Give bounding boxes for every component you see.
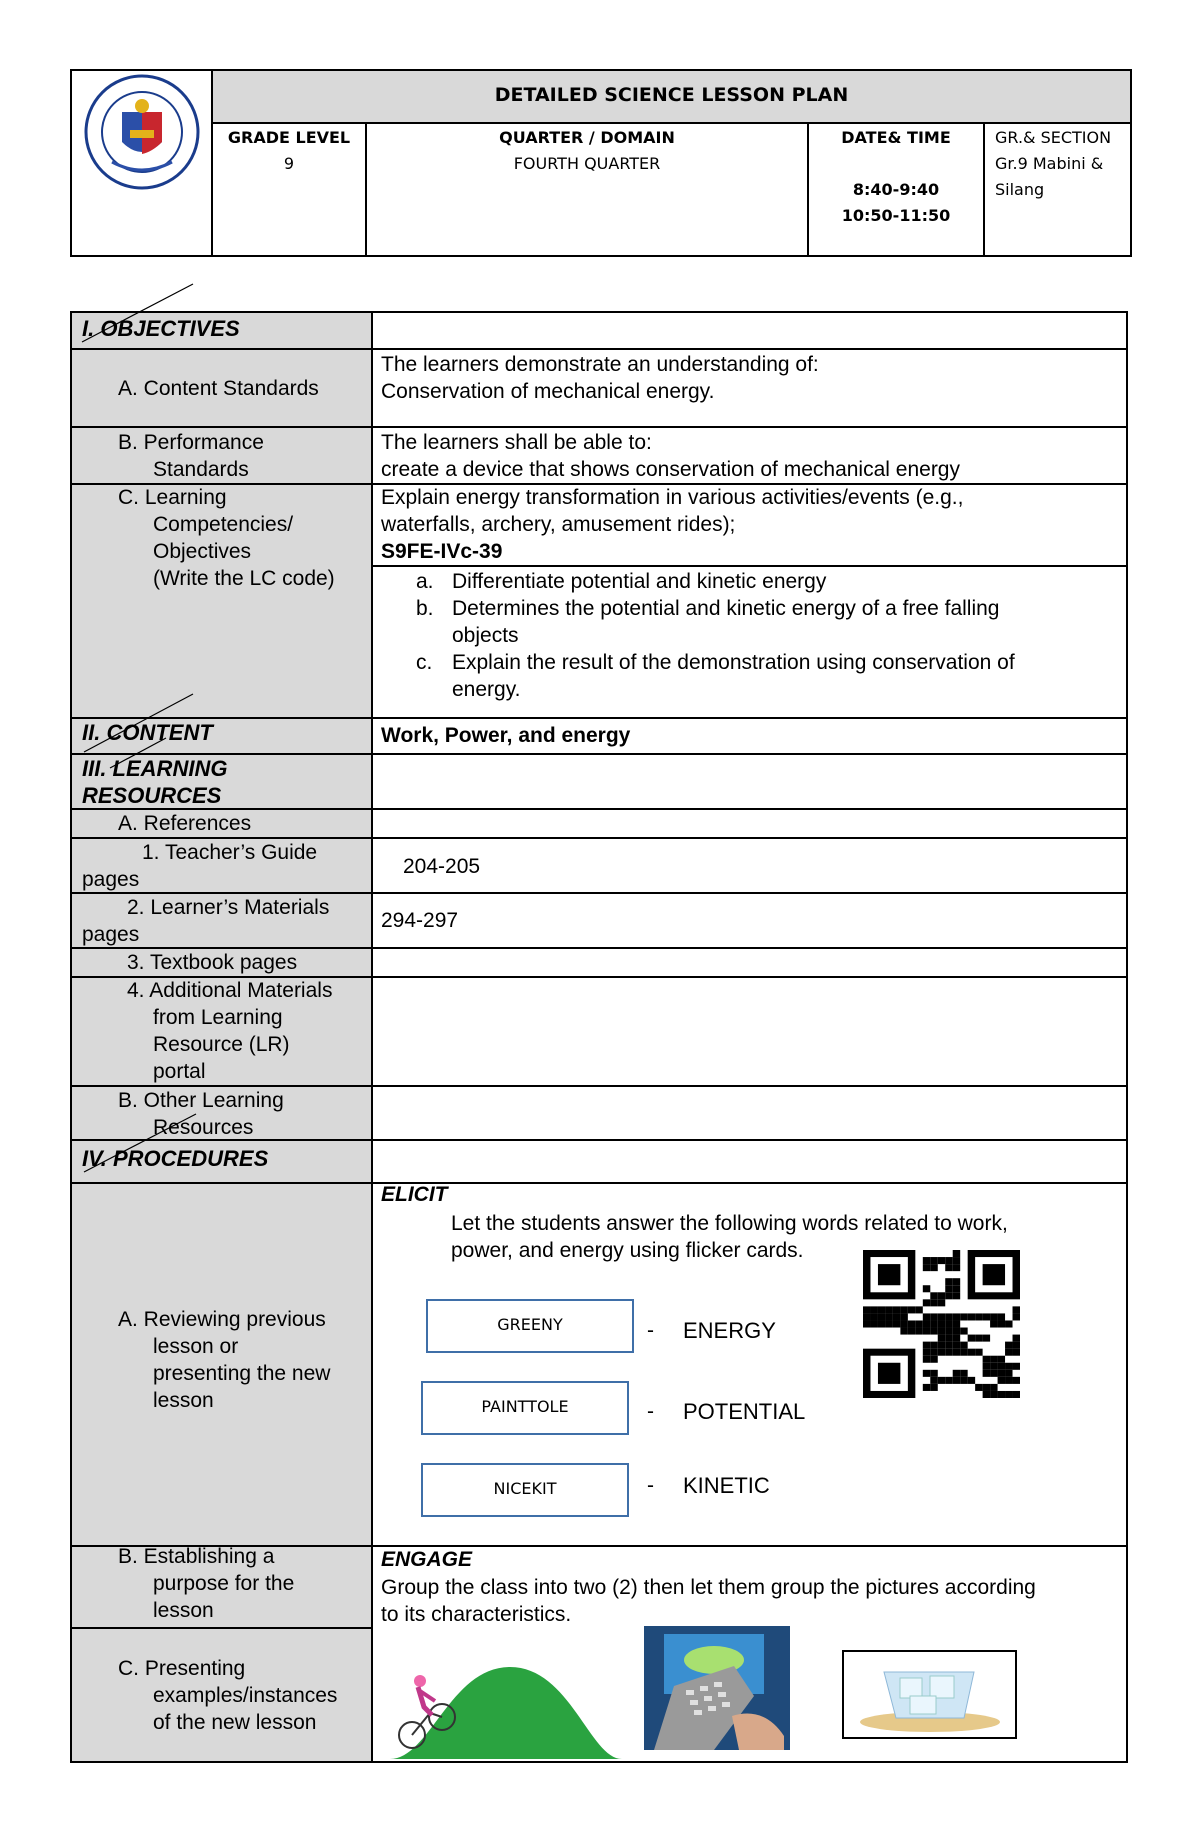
establishing-purpose-label: B. Establishing a purpose for the lesson xyxy=(118,1545,295,1622)
card-dash: - xyxy=(647,1474,654,1497)
flicker-card-greeny: GREENY xyxy=(426,1299,634,1353)
grade-level-cell xyxy=(213,125,365,177)
hill-cyclist-image xyxy=(390,1655,622,1767)
additional-materials-label: 4. Additional Materials from Learning Resource (LR) portal xyxy=(127,979,333,1083)
qr-code-image xyxy=(863,1250,1020,1398)
content-value: Work, Power, and energy xyxy=(381,724,631,747)
list-item: c. Explain the result of the demonstration using conservation of xyxy=(416,651,1015,674)
content-heading: II. CONTENT xyxy=(82,720,213,745)
quarter-value: FOURTH QUARTER xyxy=(513,154,661,173)
engage-instructions: Group the class into two (2) then let them group the pictures according to its characteristics. xyxy=(381,1576,1036,1626)
card-answer-kinetic: KINETIC xyxy=(683,1473,770,1498)
objectives-list: a. Differentiate potential and kinetic energy b. Determines the potential and kinetic energy of a free falling objects c. Explain the result of the demonstration using conservation of energy. xyxy=(416,568,1116,703)
card-dash: - xyxy=(647,1319,654,1342)
content-standards-label: A. Content Standards xyxy=(118,377,319,400)
learning-resources-heading: III. LEARNING RESOURCES xyxy=(82,756,228,808)
reviewing-lesson-label: A. Reviewing previous lesson or presenting the new lesson xyxy=(118,1308,331,1412)
card-answer-energy: ENERGY xyxy=(683,1318,776,1343)
card-answer-potential: POTENTIAL xyxy=(683,1399,806,1424)
list-item: a. Differentiate potential and kinetic energy xyxy=(416,570,827,593)
section-value-1: Gr.9 Mabini & xyxy=(995,154,1104,173)
date-time-label: DATE& TIME xyxy=(841,128,951,147)
section-value-2: Silang xyxy=(995,180,1045,199)
procedures-heading: IV. PROCEDURES xyxy=(82,1146,269,1171)
objectives-heading: I. OBJECTIVES xyxy=(82,316,240,341)
quarter-label: QUARTER / DOMAIN xyxy=(499,128,675,147)
flicker-card-painttole: PAINTTOLE xyxy=(421,1381,629,1435)
teachers-guide-label: 1. Teacher’s Guide pages xyxy=(82,841,318,891)
date-time-cell xyxy=(809,125,983,229)
plan-title: DETAILED SCIENCE LESSON PLAN xyxy=(494,84,849,106)
learners-materials-value: 294-297 xyxy=(381,909,459,932)
remote-control-tv-image xyxy=(644,1626,790,1750)
section-cell xyxy=(995,125,1132,203)
card-dash: - xyxy=(647,1400,654,1423)
section-label: GR.& SECTION xyxy=(995,128,1112,147)
melting-ice-image xyxy=(842,1650,1017,1739)
flicker-card-nicekit: NICEKIT xyxy=(421,1463,629,1517)
quarter-cell xyxy=(367,125,807,177)
textbook-pages-label: 3. Textbook pages xyxy=(127,951,298,974)
time-slot-2: 10:50-11:50 xyxy=(841,206,951,225)
performance-standards-value: The learners shall be able to: create a device that shows conservation of mechanical energy xyxy=(381,431,960,481)
learning-competencies-label: C. Learning Competencies/ Objectives (Write the LC code) xyxy=(118,486,335,590)
grade-level-value: 9 xyxy=(283,154,295,173)
content-standards-value: The learners demonstrate an understanding of: Conservation of mechanical energy. xyxy=(381,353,819,403)
presenting-examples-label: C. Presenting examples/instances of the new lesson xyxy=(118,1657,338,1734)
engage-heading: ENGAGE xyxy=(381,1548,473,1571)
grade-level-label: GRADE LEVEL xyxy=(227,128,351,147)
performance-standards-label: B. Performance Standards xyxy=(118,431,264,481)
lc-code: S9FE-IVc-39 xyxy=(381,540,503,563)
learning-competencies-value: Explain energy transformation in various activities/events (e.g., waterfalls, archery, amusement rides); S9FE-IVc-39 xyxy=(381,486,964,563)
learners-materials-label: 2. Learner’s Materials pages xyxy=(82,896,330,946)
other-resources-label: B. Other Learning Resources xyxy=(118,1089,284,1139)
deped-seal-logo xyxy=(82,72,202,192)
elicit-instructions: Let the students answer the following words related to work, power, and energy using flicker cards. xyxy=(451,1212,1008,1262)
references-label: A. References xyxy=(118,812,252,835)
list-item: b. Determines the potential and kinetic energy of a free falling xyxy=(416,597,1000,620)
elicit-heading: ELICIT xyxy=(381,1183,448,1206)
time-slot-1: 8:40-9:40 xyxy=(852,180,940,199)
teachers-guide-value: 204-205 xyxy=(403,855,481,878)
